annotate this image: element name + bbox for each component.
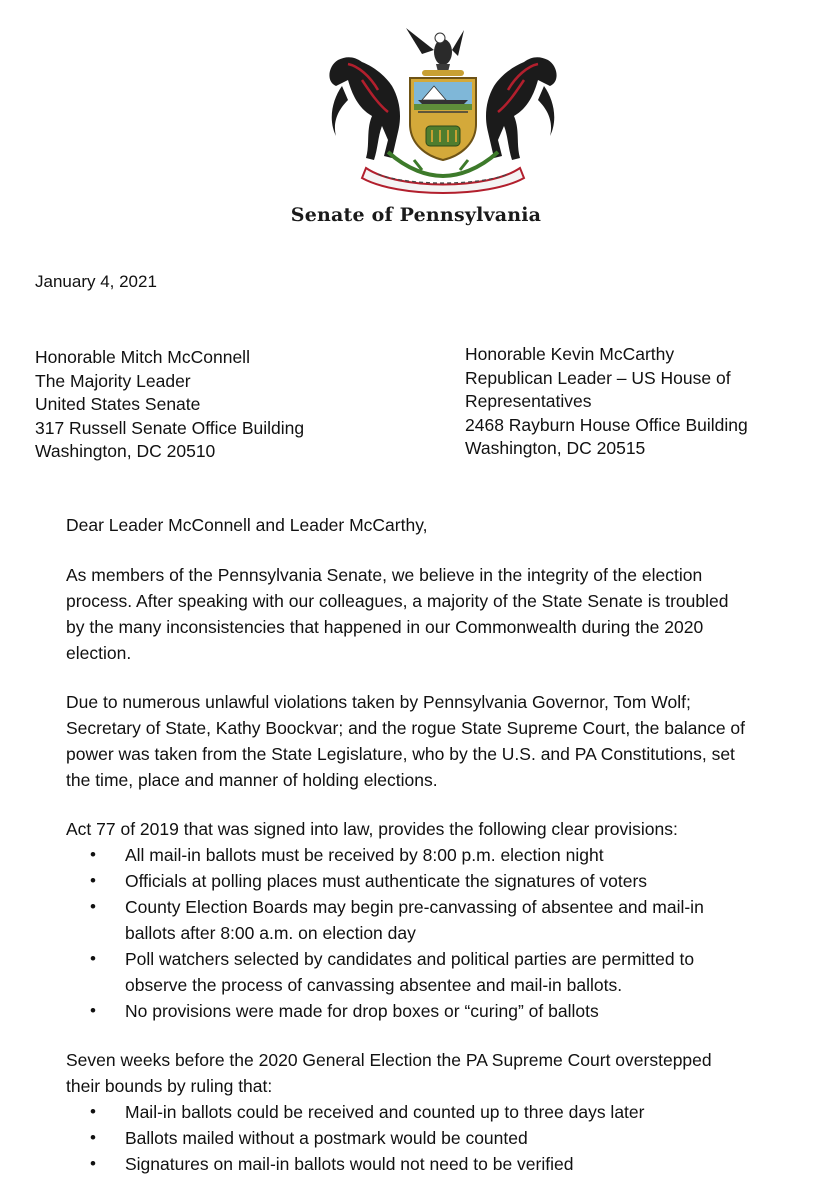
pennsylvania-seal-image: [318, 20, 568, 195]
paragraph-line: election.: [66, 643, 132, 663]
paragraph-act-77: [66, 816, 806, 1024]
list-item-text: ballots after 8:00 a.m. on election day: [125, 923, 416, 943]
shield-icon: [410, 78, 476, 160]
address-line: Representatives: [465, 391, 592, 411]
paragraph-line: power was taken from the State Legislature, who by the U.S. and PA Constitutions, set: [66, 744, 735, 764]
paragraph-line: their bounds by ruling that:: [66, 1076, 273, 1096]
list-item: [66, 868, 806, 894]
court-rulings-list: [66, 1099, 806, 1177]
paragraph-line: Act 77 of 2019 that was signed into law, provides the following clear provisions:: [66, 819, 678, 839]
paragraph-line: the time, place and manner of holding elections.: [66, 770, 438, 790]
paragraph-integrity: [66, 562, 806, 666]
act-77-provisions-list: [66, 842, 806, 1024]
eagle-icon: [406, 28, 464, 72]
list-item-text: • Mail-in ballots could be received and counted up to three days later: [125, 1102, 645, 1122]
list-item-text: • All mail-in ballots must be received by 8:00 p.m. election night: [125, 845, 604, 865]
paragraph-line: Seven weeks before the 2020 General Election the PA Supreme Court overstepped: [66, 1050, 712, 1070]
address-line: The Majority Leader: [35, 370, 191, 391]
list-item-text: • Poll watchers selected by candidates and political parties are permitted to: [125, 949, 695, 969]
recipient-address-right: [465, 343, 748, 461]
senate-of-pennsylvania-title: Senate of Pennsylvania: [290, 204, 542, 226]
list-item-text: • Ballots mailed without a postmark would be counted: [125, 1128, 528, 1148]
address-line: Washington, DC 20515: [465, 438, 646, 458]
list-item-text: • County Election Boards may begin pre-canvassing of absentee and mail-in: [125, 897, 704, 917]
letter-date: January 4, 2021: [35, 272, 157, 291]
address-line: 317 Russell Senate Office Building: [35, 417, 305, 438]
paragraph-line: Secretary of State, Kathy Boockvar; and the rogue State Supreme Court, the balance of: [66, 718, 746, 738]
paragraph-line: by the many inconsistencies that happened in our Commonwealth during the 2020: [66, 617, 704, 637]
right-horse-icon: [486, 57, 557, 160]
list-item-text: • Officials at polling places must authenticate the signatures of voters: [125, 871, 648, 891]
address-line: 2468 Rayburn House Office Building: [465, 414, 748, 435]
list-item-text: • No provisions were made for drop boxes or “curing” of ballots: [125, 1001, 599, 1021]
list-item: [66, 998, 806, 1024]
salutation: Dear Leader McConnell and Leader McCarthy,: [66, 515, 428, 535]
address-line: Washington, DC 20510: [35, 441, 216, 461]
paragraph-supreme-court: [66, 1047, 806, 1177]
paragraph-line: process. After speaking with our colleagues, a majority of the State Senate is troubled: [66, 591, 729, 611]
paragraph-violations: [66, 689, 806, 793]
left-horse-icon: [329, 57, 400, 160]
list-item-text: • Signatures on mail-in ballots would not need to be verified: [125, 1154, 574, 1174]
list-item: [66, 1151, 806, 1177]
address-line: United States Senate: [35, 394, 201, 414]
address-line: Republican Leader – US House of: [465, 367, 731, 388]
list-item: [66, 894, 806, 946]
recipient-address-left: [35, 346, 304, 464]
list-item: [66, 946, 806, 998]
list-item-text: observe the process of canvassing absentee and mail-in ballots.: [125, 975, 623, 995]
address-line: Honorable Kevin McCarthy: [465, 344, 675, 364]
paragraph-line: Due to numerous unlawful violations taken by Pennsylvania Governor, Tom Wolf;: [66, 692, 691, 712]
address-line: Honorable Mitch McConnell: [35, 347, 250, 367]
list-item: [66, 1099, 806, 1125]
list-item: [66, 1125, 806, 1151]
list-item: [66, 842, 806, 868]
paragraph-line: As members of the Pennsylvania Senate, we believe in the integrity of the election: [66, 565, 703, 585]
